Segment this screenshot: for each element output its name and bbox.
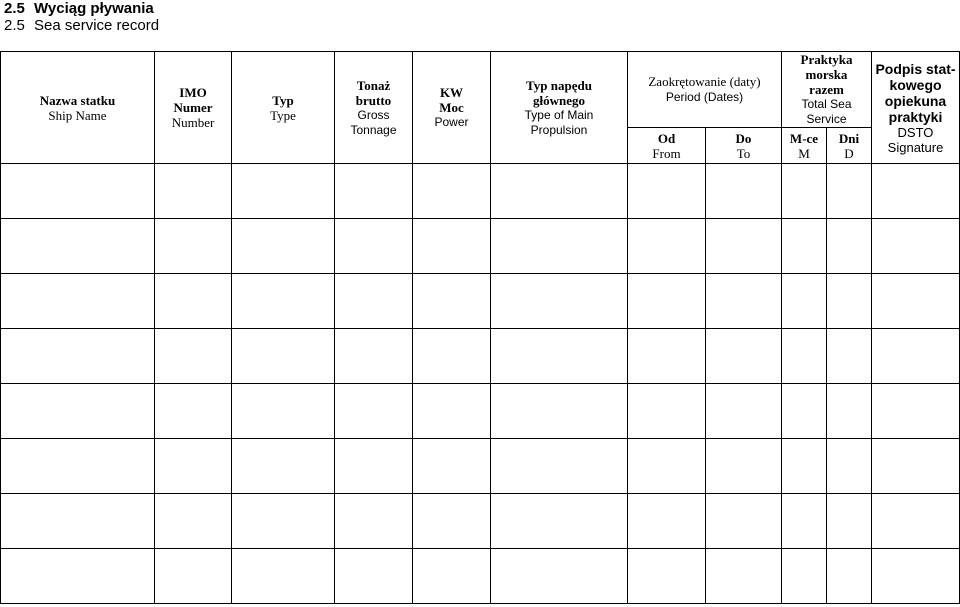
col-tonnage-pl2: brutto — [355, 92, 392, 108]
cell-to-date[interactable] — [706, 439, 782, 494]
col-type-pl: Typ — [272, 92, 294, 108]
cell-to-date[interactable] — [706, 494, 782, 549]
col-propulsion-en1: Type of Main — [524, 107, 594, 122]
cell-gross-tonnage[interactable] — [335, 549, 413, 604]
cell-gross-tonnage[interactable] — [335, 329, 413, 384]
cell-imo-number[interactable] — [155, 274, 232, 329]
cell-power[interactable] — [413, 549, 491, 604]
cell-from-date[interactable] — [628, 274, 706, 329]
col-signature-pl1: Podpis stat- — [875, 60, 956, 77]
col-sea-service-pl3: razem — [809, 82, 844, 97]
cell-type[interactable] — [232, 549, 335, 604]
col-ship-name-pl: Nazwa statku — [39, 92, 116, 108]
cell-days[interactable] — [827, 439, 872, 494]
col-sea-days-pl: Dni — [838, 130, 860, 146]
col-propulsion-pl2: głównego — [533, 92, 585, 108]
col-sea-months-pl: M-ce — [789, 130, 819, 146]
col-imo-pl1: IMO — [179, 85, 207, 100]
cell-ship-name[interactable] — [1, 219, 155, 274]
cell-months[interactable] — [782, 274, 827, 329]
cell-days[interactable] — [827, 219, 872, 274]
col-sea-months-en: M — [798, 145, 810, 161]
cell-signature[interactable] — [872, 274, 960, 329]
col-sea-service-en2: Service — [806, 112, 847, 126]
col-imo — [155, 52, 232, 164]
cell-gross-tonnage[interactable] — [335, 494, 413, 549]
table-row — [1, 274, 960, 329]
cell-imo-number[interactable] — [155, 549, 232, 604]
col-sea-days — [827, 128, 872, 164]
cell-type[interactable] — [232, 439, 335, 494]
cell-power[interactable] — [413, 329, 491, 384]
cell-propulsion[interactable] — [491, 219, 628, 274]
cell-to-date[interactable] — [706, 219, 782, 274]
col-period-from — [628, 128, 706, 164]
table-row — [1, 384, 960, 439]
cell-imo-number[interactable] — [155, 219, 232, 274]
cell-from-date[interactable] — [628, 329, 706, 384]
cell-imo-number[interactable] — [155, 329, 232, 384]
cell-days[interactable] — [827, 384, 872, 439]
col-tonnage — [335, 52, 413, 164]
cell-power[interactable] — [413, 164, 491, 219]
cell-propulsion[interactable] — [491, 439, 628, 494]
cell-ship-name[interactable] — [1, 494, 155, 549]
cell-propulsion[interactable] — [491, 164, 628, 219]
col-signature-en1: DSTO — [897, 124, 934, 140]
col-period-from-en: From — [652, 145, 681, 161]
cell-imo-number[interactable] — [155, 164, 232, 219]
col-sea-service-en1: Total Sea — [801, 97, 852, 111]
cell-imo-number[interactable] — [155, 384, 232, 439]
col-sea-days-en: D — [844, 145, 854, 161]
col-propulsion-en2: Propulsion — [530, 122, 588, 137]
col-period-to-pl: Do — [735, 130, 752, 146]
cell-days[interactable] — [827, 549, 872, 604]
cell-days[interactable] — [827, 494, 872, 549]
col-ship-name — [1, 52, 155, 164]
section-title-en — [4, 17, 159, 34]
cell-to-date[interactable] — [706, 274, 782, 329]
col-period-pl: Zaokrętowanie (daty) — [648, 74, 761, 89]
section-title-en-text: Sea service record — [34, 17, 160, 34]
cell-days[interactable] — [827, 274, 872, 329]
cell-months[interactable] — [782, 384, 827, 439]
cell-type[interactable] — [232, 384, 335, 439]
cell-months[interactable] — [782, 439, 827, 494]
col-power — [413, 52, 491, 164]
cell-days[interactable] — [827, 164, 872, 219]
cell-type[interactable] — [232, 219, 335, 274]
cell-propulsion[interactable] — [491, 384, 628, 439]
col-signature-pl2: kowego — [889, 76, 942, 93]
col-signature-en2: Signature — [887, 139, 944, 155]
cell-ship-name[interactable] — [1, 439, 155, 494]
col-propulsion — [491, 52, 628, 164]
cell-propulsion[interactable] — [491, 549, 628, 604]
table-row — [1, 164, 960, 219]
cell-signature[interactable] — [872, 494, 960, 549]
cell-type[interactable] — [232, 274, 335, 329]
cell-from-date[interactable] — [628, 219, 706, 274]
cell-ship-name[interactable] — [1, 384, 155, 439]
cell-ship-name[interactable] — [1, 329, 155, 384]
cell-ship-name[interactable] — [1, 164, 155, 219]
cell-to-date[interactable] — [706, 329, 782, 384]
col-signature — [872, 52, 960, 164]
col-power-en: Power — [434, 115, 469, 129]
cell-months[interactable] — [782, 549, 827, 604]
cell-type[interactable] — [232, 164, 335, 219]
cell-to-date[interactable] — [706, 164, 782, 219]
cell-from-date[interactable] — [628, 384, 706, 439]
col-period-from-pl: Od — [657, 130, 676, 146]
col-sea-months — [782, 128, 827, 164]
table-row — [1, 219, 960, 274]
cell-signature[interactable] — [872, 549, 960, 604]
cell-power[interactable] — [413, 494, 491, 549]
cell-power[interactable] — [413, 439, 491, 494]
cell-to-date[interactable] — [706, 384, 782, 439]
table-row — [1, 494, 960, 549]
cell-signature[interactable] — [872, 329, 960, 384]
cell-from-date[interactable] — [628, 439, 706, 494]
cell-gross-tonnage[interactable] — [335, 439, 413, 494]
cell-signature[interactable] — [872, 439, 960, 494]
cell-ship-name[interactable] — [1, 274, 155, 329]
cell-signature[interactable] — [872, 219, 960, 274]
col-tonnage-pl1: Tonaż — [356, 77, 391, 93]
cell-power[interactable] — [413, 274, 491, 329]
col-ship-name-en: Ship Name — [48, 107, 107, 123]
cell-months[interactable] — [782, 164, 827, 219]
cell-gross-tonnage[interactable] — [335, 274, 413, 329]
cell-from-date[interactable] — [628, 494, 706, 549]
col-signature-pl4: praktyki — [888, 108, 943, 125]
section-title-pl — [4, 0, 154, 17]
cell-from-date[interactable] — [628, 164, 706, 219]
section-title-pl-text: Wyciąg pływania — [34, 0, 154, 17]
section-number-en: 2.5 — [4, 17, 25, 34]
col-sea-service-pl2: morska — [805, 67, 848, 82]
col-period-en: Period (Dates) — [665, 90, 744, 104]
cell-gross-tonnage[interactable] — [335, 164, 413, 219]
cell-imo-number[interactable] — [155, 494, 232, 549]
col-imo-en: Number — [171, 115, 215, 130]
table-row — [1, 439, 960, 494]
table-row — [1, 329, 960, 384]
sea-service-table — [0, 51, 960, 604]
cell-months[interactable] — [782, 329, 827, 384]
col-power-pl2: Moc — [439, 100, 464, 115]
cell-type[interactable] — [232, 494, 335, 549]
section-number: 2.5 — [4, 0, 25, 17]
cell-type[interactable] — [232, 329, 335, 384]
cell-days[interactable] — [827, 329, 872, 384]
cell-months[interactable] — [782, 494, 827, 549]
cell-from-date[interactable] — [628, 549, 706, 604]
cell-gross-tonnage[interactable] — [335, 384, 413, 439]
cell-imo-number[interactable] — [155, 439, 232, 494]
col-sea-service-pl1: Praktyka — [800, 52, 853, 67]
col-power-pl1: KW — [439, 85, 464, 100]
cell-signature[interactable] — [872, 164, 960, 219]
table-row — [1, 549, 960, 604]
col-propulsion-pl1: Typ napędu — [526, 77, 592, 93]
cell-ship-name[interactable] — [1, 549, 155, 604]
col-imo-pl2: Numer — [173, 100, 213, 115]
col-tonnage-en2: Tonnage — [350, 122, 397, 137]
col-type — [232, 52, 335, 164]
cell-gross-tonnage[interactable] — [335, 219, 413, 274]
cell-months[interactable] — [782, 219, 827, 274]
col-type-en: Type — [270, 107, 296, 123]
col-signature-pl3: opiekuna — [884, 92, 947, 109]
col-period-to — [706, 128, 782, 164]
cell-to-date[interactable] — [706, 549, 782, 604]
col-tonnage-en1: Gross — [357, 107, 390, 122]
col-period-to-en: To — [736, 145, 751, 161]
col-period — [628, 52, 782, 128]
cell-power[interactable] — [413, 219, 491, 274]
cell-propulsion[interactable] — [491, 329, 628, 384]
col-sea-service — [782, 52, 872, 128]
cell-propulsion[interactable] — [491, 494, 628, 549]
cell-power[interactable] — [413, 384, 491, 439]
cell-propulsion[interactable] — [491, 274, 628, 329]
cell-signature[interactable] — [872, 384, 960, 439]
